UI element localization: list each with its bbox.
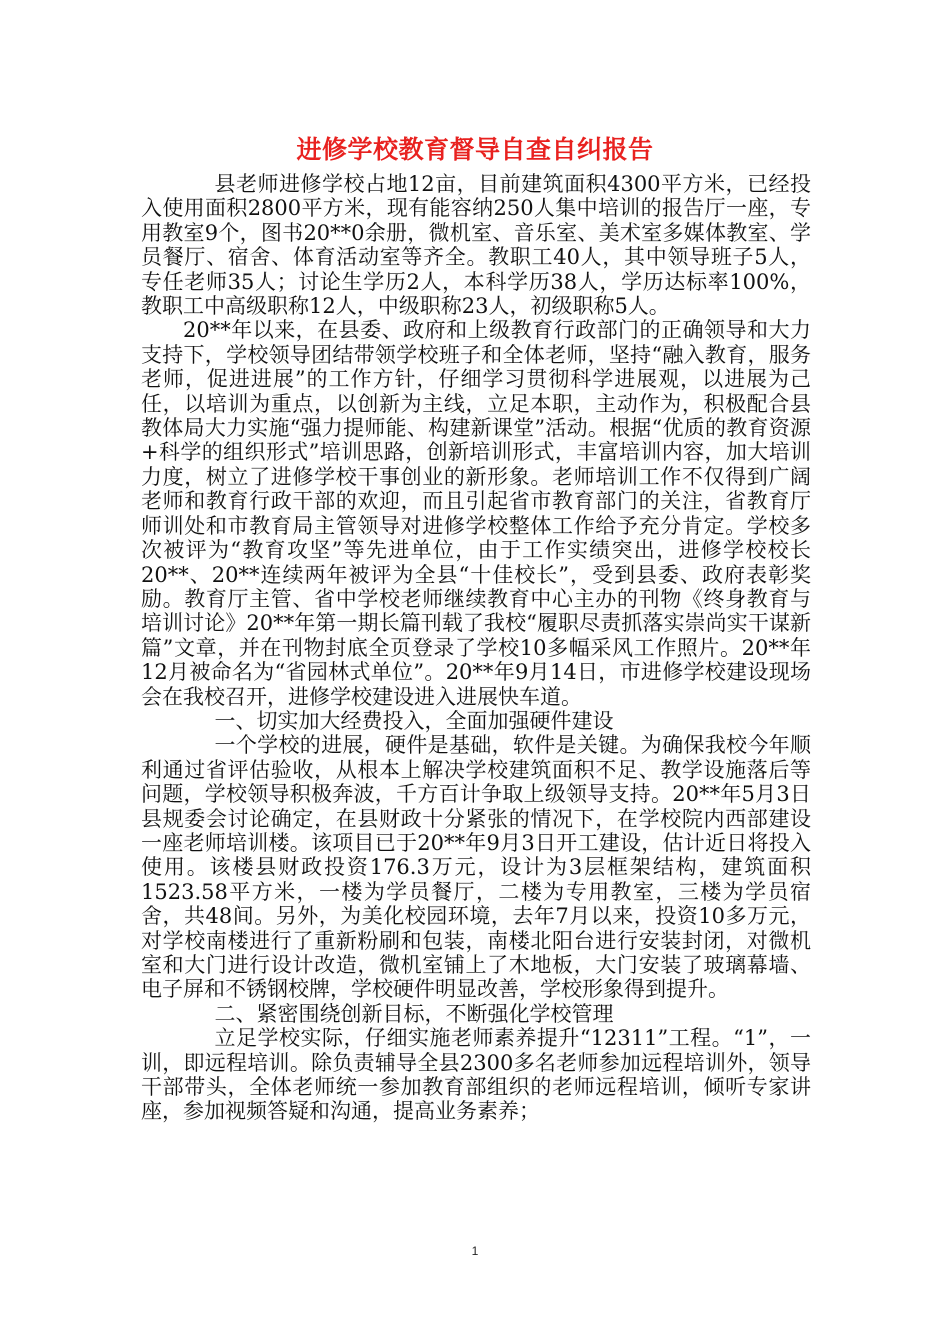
section-heading-hardware: 一、切实加大经费投入，全面加强硬件建设 — [214, 708, 614, 733]
document-title: 进修学校教育督导自查自纠报告 — [296, 135, 654, 164]
section-heading-management: 二、紧密围绕创新目标，不断强化学校管理 — [214, 1001, 614, 1026]
paragraph-school-overview: 县老师进修学校占地12亩，目前建筑面积4300平方米，已经投入使用面积2800平方米，现有能容纳250人集中培训的报告厅一座，专用教室9个，图书20**0余册，微机室、音乐室、美术室多媒体教室、学员餐厅、宿舍、体育活动室等齐全。教职工40人，其中领导班子5人，专任老师35人；讨论生学历2人，本科学历38人，学历达标率100%，教职工中高级职称12人，中级职称23人，初级职称5人。 — [141, 172, 811, 319]
paragraph-management: 立足学校实际，仔细实施老师素养提升“12311”工程。“1”，一训，即远程培训。除负责辅导全县2300多名老师参加远程培训外，领导干部带头，全体老师统一参加教育部组织的老师远程培训，倾听专家讲座，参加视频答疑和沟通，提高业务素养； — [141, 1026, 811, 1124]
paragraph-achievements: 20**年以来，在县委、政府和上级教育行政部门的正确领导和大力支持下，学校领导团结带领学校班子和全体老师，坚持“融入教育，服务老师，促进进展”的工作方针，仔细学习贯彻科学进展观，以进展为己任，以培训为重点，以创新为主线，立足本职，主动作为，积极配合县教体局大力实施“强力提师能、构建新课堂”活动。根据“优质的教育资源+科学的组织形式”培训思路，创新培训形式，丰富培训内容，加大培训力度，树立了进修学校干事创业的新形象。老师培训工作不仅得到广阔老师和教育行政干部的欢迎，而且引起省市教育部门的关注，省教育厅师训处和市教育局主管领导对进修学校整体工作给予充分肯定。学校多次被评为“教育攻坚”等先进单位，由于工作实绩突出，进修学校校长20**、20**连续两年被评为全县“十佳校长”，受到县委、政府表彰奖励。教育厅主管、省中学校老师继续教育中心主办的刊物《终身教育与培训讨论》20**年第一期长篇刊载了我校“履职尽责抓落实崇尚实干谋新篇”文章，并在刊物封底全页登录了学校10多幅采风工作照片。20**年12月被命名为“省园林式单位”。20**年9月14日，市进修学校建设现场会在我校召开，进修学校建设进入进展快车道。 — [141, 318, 811, 709]
paragraph-hardware: 一个学校的进展，硬件是基础，软件是关键。为确保我校今年顺利通过省评估验收，从根本上解决学校建筑面积不足、教学设施落后等问题，学校领导积极奔波，千方百计争取上级领导支持。20**年5月3日县规委会讨论确定，在县财政十分紧张的情况下，在学校院内西部建设一座老师培训楼。该项目已于20**年9月3日开工建设，估计近日将投入使用。该楼县财政投资176.3万元，设计为3层框架结构，建筑面积1523.58平方米，一楼为学员餐厅，二楼为专用教室，三楼为学员宿舍，共48间。另外，为美化校园环境，去年7月以来，投资10多万元，对学校南楼进行了重新粉刷和包装，南楼北阳台进行安装封闭，对微机室和大门进行设计改造，微机室铺上了木地板，大门安装了玻璃幕墙、电子屏和不锈钢校牌，学校硬件明显改善，学校形象得到提升。 — [141, 733, 811, 1002]
page-number: 1 — [471, 1244, 479, 1258]
document-body — [141, 172, 811, 1124]
